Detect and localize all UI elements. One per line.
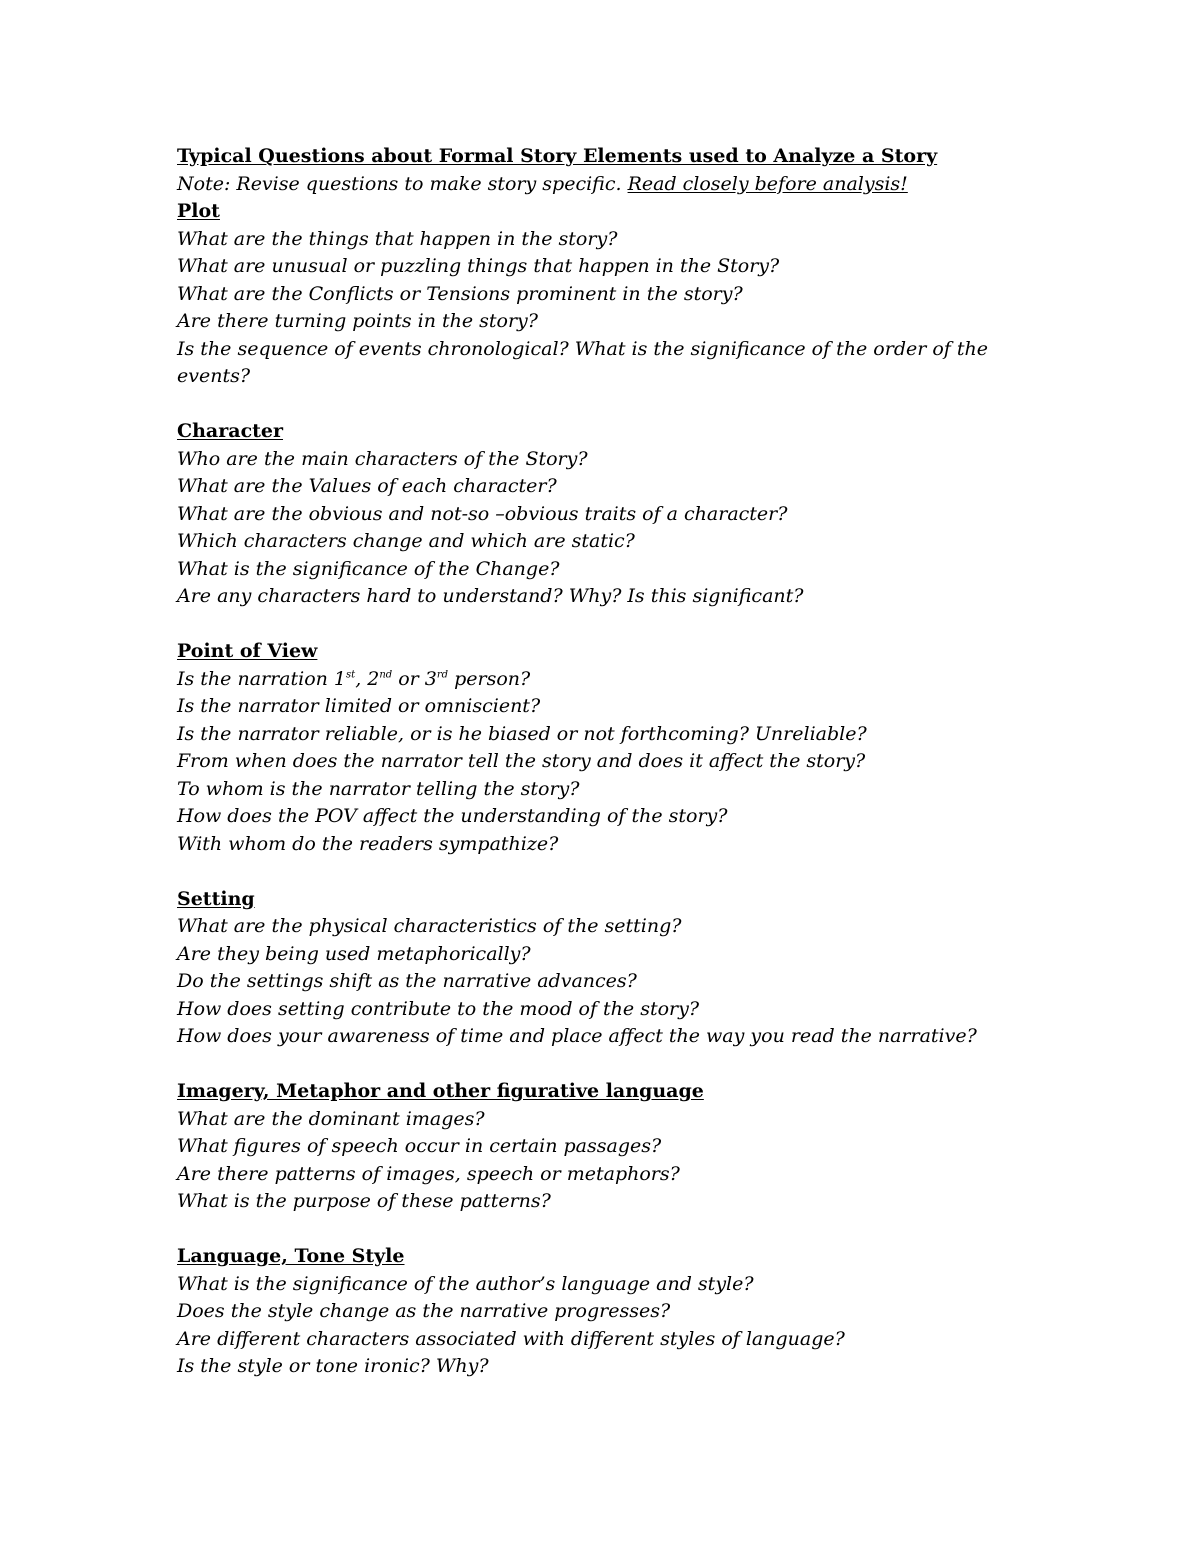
plot-question: Is the sequence of events chronological? What is the significance of the order of the events? [177,337,988,387]
character-question: What are the obvious and not-so –obvious traits of a character? [177,502,788,525]
imagery-question: What figures of speech occur in certain passages? [177,1135,662,1157]
pov-question: With whom do the readers sympathize? [177,832,559,855]
setting-question: How does your awareness of time and place affect the way you read the narrative? [177,1025,977,1047]
note-underlined: Read closely before analysis! [627,172,908,195]
plot-heading: Plot [177,200,220,222]
language-question: What is the significance of the author’s language and style? [177,1272,754,1295]
ordinal-sup: st [346,669,356,681]
pov-question: How does the POV affect the understanding of the story? [177,805,728,827]
section-gap [177,1216,1037,1244]
plot-question: What are the things that happen in the story? [177,227,618,250]
character-question: Who are the main characters of the Story? [177,447,588,470]
pov-question: From when does the narrator tell the story and does it affect the story? [177,750,866,772]
setting-question: Do the settings shift as the narrative advances? [177,970,637,992]
document-title: Typical Questions about Formal Story Elements used to Analyze a Story [177,145,938,167]
imagery-question: What is the purpose of these patterns? [177,1190,551,1212]
section-gap [177,858,1037,886]
pov-question: Is the narrator limited or omniscient? [177,695,541,717]
pov-heading: Point of View [177,640,318,662]
pov-question: Is the narrator reliable, or is he biased or not forthcoming? Unreliable? [177,722,867,745]
narration-text: , 2 [355,667,380,690]
section-gap [177,391,1037,419]
imagery-heading: Imagery, Metaphor and other figurative language [177,1080,704,1102]
imagery-question: What are the dominant images? [177,1107,485,1130]
ordinal-sup: rd [436,669,449,681]
language-question: Are different characters associated with different styles of language? [177,1327,845,1350]
section-gap [177,611,1037,639]
language-question: Is the style or tone ironic? Why? [177,1355,489,1377]
narration-text: person? [448,667,531,690]
ordinal-sup: nd [379,669,393,681]
narration-text: Is the narration 1 [177,667,347,690]
character-question: Are any characters hard to understand? Why? Is this significant? [177,585,804,607]
plot-question: What are the Conflicts or Tensions prominent in the story? [177,282,743,305]
setting-question: Are they being used metaphorically? [177,942,531,965]
document-page [177,143,1037,1381]
imagery-question: Are there patterns of images, speech or metaphors? [177,1162,680,1185]
setting-question: What are the physical characteristics of the setting? [177,915,682,937]
character-heading: Character [177,420,284,442]
character-question: What is the significance of the Change? [177,557,560,580]
document-note [177,171,1037,199]
pov-question: To whom is the narrator telling the story? [177,777,580,800]
character-question: What are the Values of each character? [177,475,557,497]
plot-question: Are there turning points in the story? [177,310,538,332]
section-gap [177,1051,1037,1079]
setting-heading: Setting [177,887,255,910]
language-question: Does the style change as the narrative progresses? [177,1300,671,1322]
language-heading: Language, Tone Style [177,1245,405,1267]
plot-question: What are unusual or puzzling things that happen in the Story? [177,255,780,277]
setting-question: How does setting contribute to the mood of the story? [177,997,700,1020]
pov-question-narration [177,666,1037,694]
character-question: Which characters change and which are static? [177,530,635,552]
note-text: Note: Revise questions to make story specific. [177,172,628,195]
narration-text: or 3 [392,667,437,690]
